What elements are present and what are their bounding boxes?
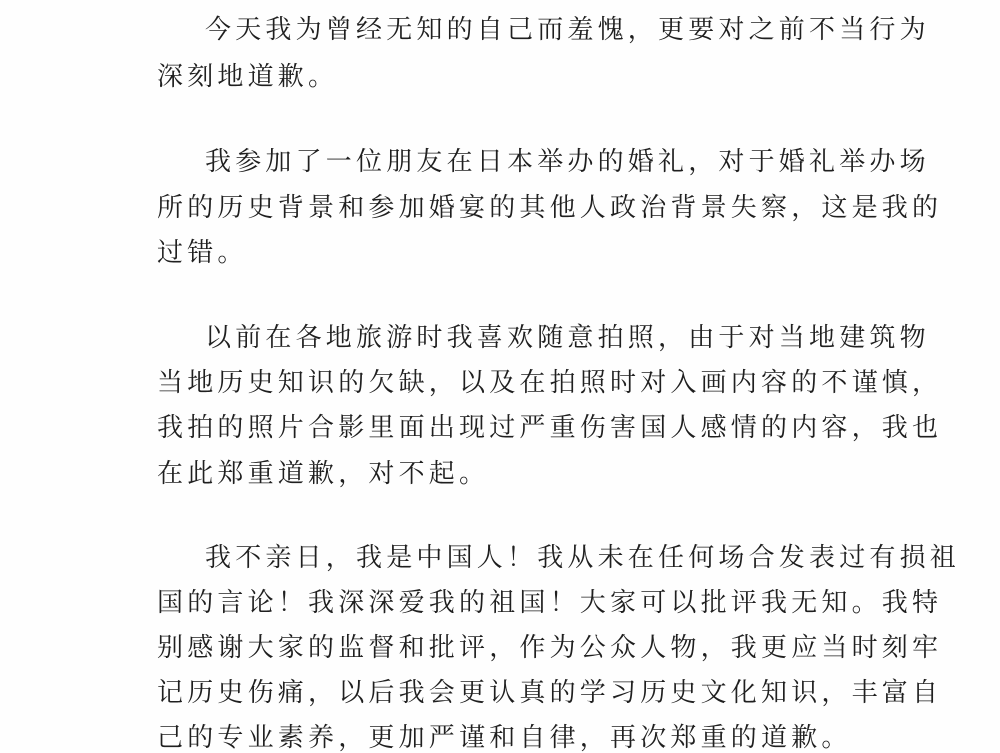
paragraph-3-line-2: 当地历史知识的欠缺，以及在拍照时对入画内容的不谨慎， (157, 368, 943, 398)
paragraph-3-line-4: 在此郑重道歉，对不起。 (157, 459, 490, 489)
paragraph-4-line-4: 记历史伤痛，以后我会更认真的学习历史文化知识，丰富自 (157, 678, 943, 708)
paragraph-4-line-3: 别感谢大家的监督和批评，作为公众人物，我更应当时刻牢 (157, 633, 943, 663)
paragraph-3-line-1: 以前在各地旅游时我喜欢随意拍照，由于对当地建筑物 (205, 323, 930, 353)
paragraph-4-line-1: 我不亲日，我是中国人！我从未在任何场合发表过有损祖 (205, 543, 961, 573)
paragraph-4-line-5: 己的专业素养，更加严谨和自律，再次郑重的道歉。 (157, 723, 852, 753)
paragraph-2-line-1: 我参加了一位朋友在日本举办的婚礼，对于婚礼举办场 (205, 147, 930, 177)
paragraph-2-line-2: 所的历史背景和参加婚宴的其他人政治背景失察，这是我的 (157, 193, 943, 223)
paragraph-2-line-3: 过错。 (157, 238, 248, 268)
paragraph-1-line-2: 深刻地道歉。 (157, 62, 339, 92)
paragraph-4-line-2: 国的言论！我深深爱我的祖国！大家可以批评我无知。我特 (157, 588, 943, 618)
paragraph-3-line-3: 我拍的照片合影里面出现过严重伤害国人感情的内容，我也 (157, 413, 943, 443)
paragraph-1-line-1: 今天我为曾经无知的自己而羞愧，更要对之前不当行为 (205, 15, 930, 45)
